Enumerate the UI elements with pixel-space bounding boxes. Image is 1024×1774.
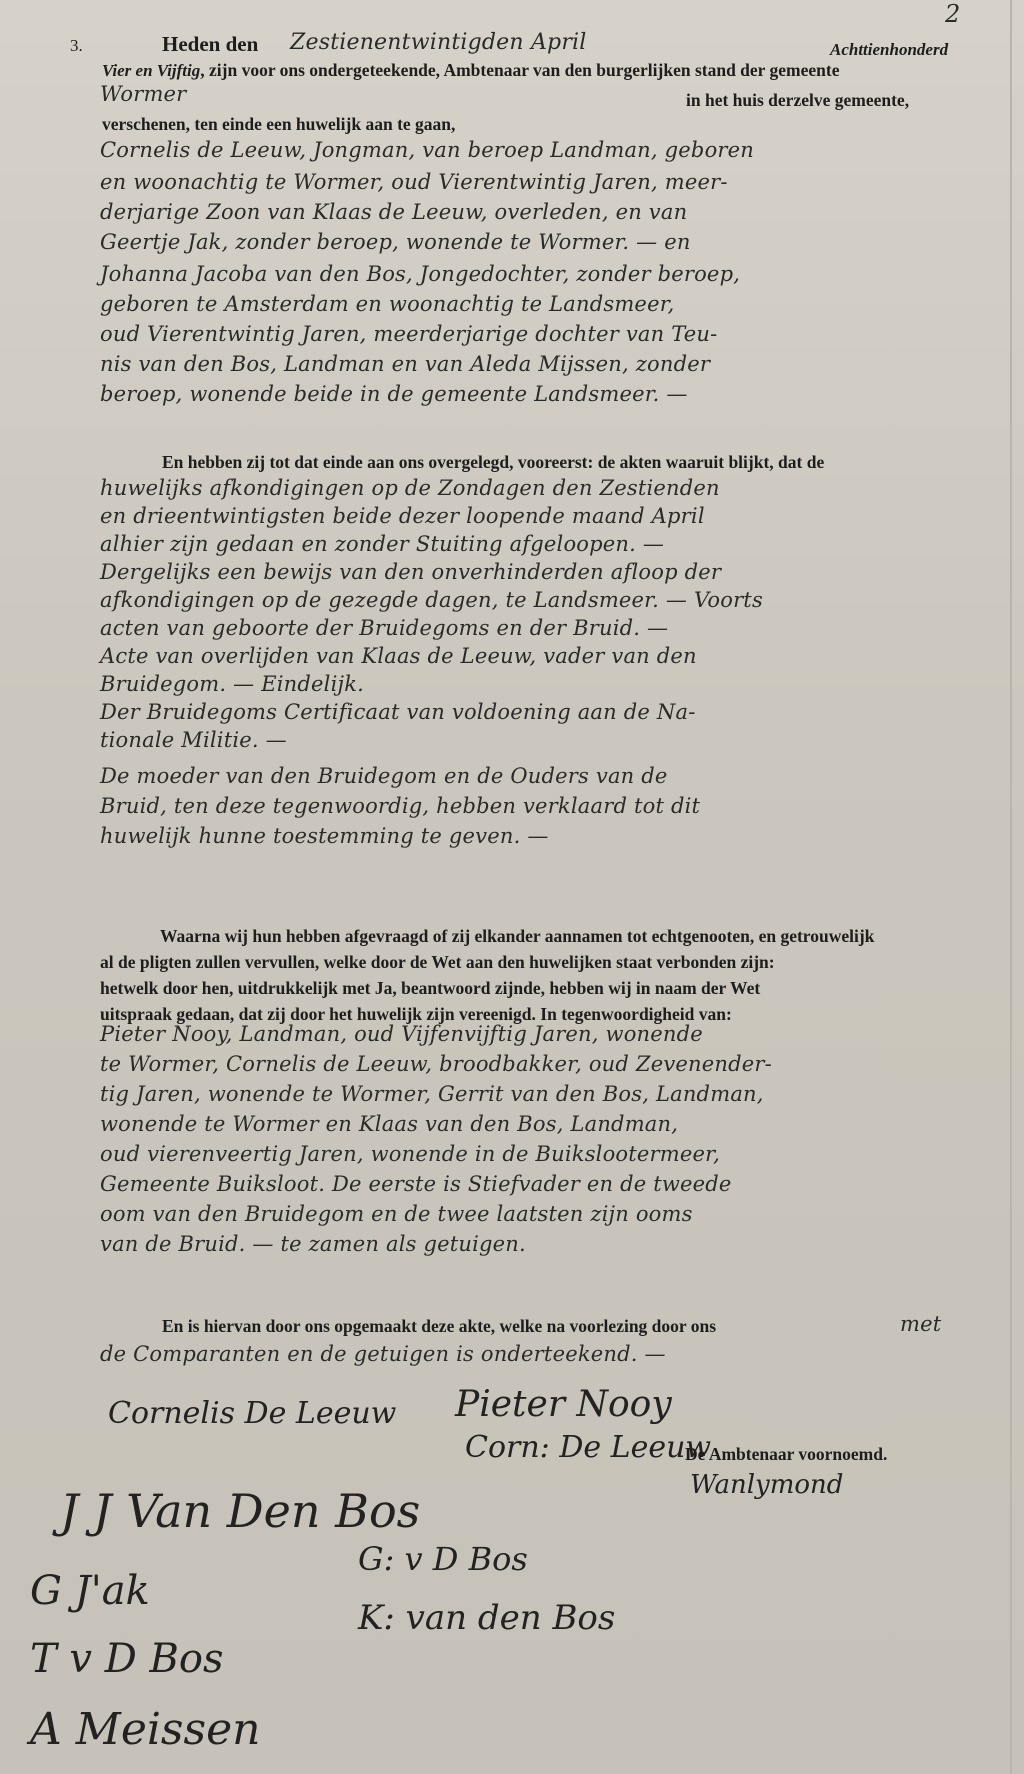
witnesses-line: oom van den Bruidegom en de twee laatsten zijn ooms	[100, 1202, 693, 1226]
witnesses-line: te Wormer, Cornelis de Leeuw, broodbakker, oud Zevenender-	[100, 1052, 772, 1076]
documents-line: huwelijks afkondigingen op de Zondagen den Zestienden	[100, 476, 720, 500]
heden-den: Heden den	[162, 32, 259, 56]
overgelegd-text: En hebben zij tot dat einde aan ons overgelegd, vooreerst: de akten waaruit blijkt, dat de	[162, 452, 825, 472]
opening-rest: , zijn voor ons ondergeteekende, Ambtenaar van den burgerlijken stand der gemeente	[200, 60, 840, 80]
signature-father-bride: T v D Bos	[30, 1636, 224, 1682]
page-number: 3.	[70, 36, 83, 55]
waarna-line: hetwelk door hen, uitdrukkelijk met Ja, beantwoord zijnde, hebben wij in naam der Wet	[100, 978, 761, 998]
closing-line2: de Comparanten en de getuigen is onderteekend. —	[100, 1342, 666, 1366]
parties-line: Geertje Jak, zonder beroep, wonende te Wormer. — en	[100, 230, 691, 254]
signature-groom: Cornelis De Leeuw	[108, 1396, 397, 1431]
parties-line: nis van den Bos, Landman en van Aleda Mijssen, zonder	[100, 352, 711, 376]
witnesses-line: tig Jaren, wonende te Wormer, Gerrit van den Bos, Landman,	[100, 1082, 764, 1106]
closing-text: En is hiervan door ons opgemaakt deze akte, welke na voorlezing door ons	[162, 1316, 717, 1336]
parties-line: Cornelis de Leeuw, Jongman, van beroep Landman, geboren	[100, 138, 755, 162]
signature-bride: J J Van Den Bos	[60, 1484, 421, 1538]
parties-line: en woonachtig te Wormer, oud Vierentwintig Jaren, meer-	[100, 170, 728, 194]
ambtenaar-label: De Ambtenaar voornoemd.	[685, 1444, 888, 1464]
witnesses-line: van de Bruid. — te zamen als getuigen.	[100, 1232, 526, 1256]
closing-tail: met	[900, 1312, 942, 1336]
signature-witness1: Pieter Nooy	[455, 1384, 672, 1425]
waarna-line: Waarna wij hun hebben afgevraagd of zij elkander aannamen tot echtgenooten, en getrouwelijk	[160, 926, 875, 946]
documents-line: De moeder van den Bruidegom en de Ouders van de	[100, 764, 668, 788]
documents-line: alhier zijn gedaan en zonder Stuiting afgeloopen. —	[100, 532, 665, 556]
witnesses-line: Gemeente Buiksloot. De eerste is Stiefvader en de tweede	[100, 1172, 732, 1196]
signature-official: Wanlymond	[690, 1470, 844, 1500]
marriage-day: Zestienentwintigden April	[290, 30, 587, 55]
waarna-line: al de pligten zullen vervullen, welke door de Wet aan den huwelijken staat verbonden zijn:	[100, 952, 775, 972]
signature-mother-bride: A Meissen	[30, 1704, 261, 1755]
municipality: Wormer	[100, 82, 187, 106]
year: Vier en Vijftig	[102, 61, 201, 80]
documents-line: Dergelijks een bewijs van den onverhinderden afloop der	[100, 560, 722, 584]
parties-line: geboren te Amsterdam en woonachtig te Landsmeer,	[100, 292, 675, 316]
documents-line: tionale Militie. —	[100, 728, 287, 752]
opening-line	[102, 60, 839, 81]
verschenen: verschenen, ten einde een huwelijk aan te gaan,	[102, 114, 456, 134]
witnesses-line: oud vierenveertig Jaren, wonende in de Buikslootermeer,	[100, 1142, 720, 1166]
corner-mark: 2	[945, 0, 961, 28]
signature-mother-groom: G J'ak	[30, 1568, 150, 1614]
documents-line: afkondigingen op de gezegde dagen, te Landsmeer. — Voorts	[100, 588, 763, 612]
parties-line: beroep, wonende beide in de gemeente Landsmeer. —	[100, 382, 688, 406]
witnesses-line: wonende te Wormer en Klaas van den Bos, Landman,	[100, 1112, 679, 1136]
documents-line: en drieentwintigsten beide dezer loopende maand April	[100, 504, 705, 528]
parties-line: derjarige Zoon van Klaas de Leeuw, overleden, en van	[100, 200, 688, 224]
page-edge	[1010, 0, 1012, 1774]
documents-line: acten van geboorte der Bruidegoms en der Bruid. —	[100, 616, 669, 640]
documents-line: Der Bruidegoms Certificaat van voldoening aan de Na-	[100, 700, 696, 724]
documents-line: Bruidegom. — Eindelijk.	[100, 672, 364, 696]
waarna-line: uitspraak gedaan, dat zij door het huwelijk zijn vereenigd. In tegenwoordigheid van:	[100, 1004, 732, 1024]
signature-witness2: Corn: De Leeuw	[465, 1430, 712, 1465]
documents-line: Acte van overlijden van Klaas de Leeuw, vader van den	[100, 644, 697, 668]
signature-witness3: G: v D Bos	[358, 1540, 528, 1578]
parties-line: oud Vierentwintig Jaren, meerderjarige dochter van Teu-	[100, 322, 718, 346]
parties-line: Johanna Jacoba van den Bos, Jongedochter, zonder beroep,	[100, 262, 741, 286]
in-het-huis: in het huis derzelve gemeente,	[686, 90, 910, 110]
century: Achttienhonderd	[830, 40, 949, 59]
signature-witness4: K: van den Bos	[358, 1598, 616, 1638]
witnesses-line: Pieter Nooy, Landman, oud Vijfenvijftig Jaren, wonende	[100, 1022, 703, 1046]
documents-line: huwelijk hunne toestemming te geven. —	[100, 824, 549, 848]
documents-line: Bruid, ten deze tegenwoordig, hebben verklaard tot dit	[100, 794, 701, 818]
